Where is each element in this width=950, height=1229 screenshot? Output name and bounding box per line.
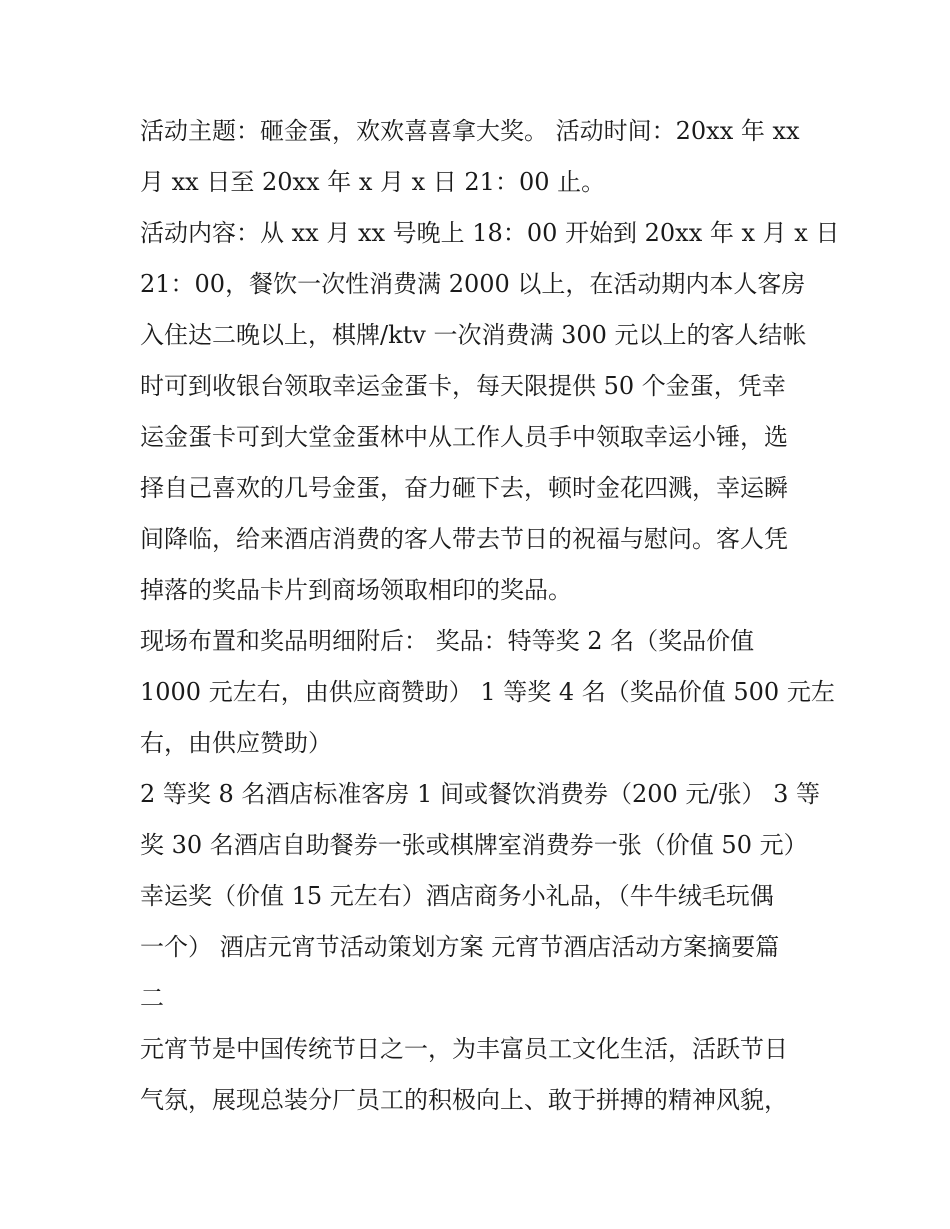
text-line: 活动内容：从 xx 月 xx 号晚上 18：00 开始到 20xx 年 x 月 x 日	[140, 219, 840, 247]
text-line: 一个） 酒店元宵节活动策划方案 元宵节酒店活动方案摘要篇	[140, 933, 780, 961]
text-line: 月 xx 日至 20xx 年 x 月 x 日 21：00 止。	[140, 168, 606, 196]
text-line: 现场布置和奖品明细附后： 奖品：特等奖 2 名（奖品价值	[140, 627, 755, 655]
text-line: 21：00，餐饮一次性消费满 2000 以上，在活动期内本人客房	[140, 270, 806, 298]
text-line: 入住达二晚以上，棋牌/ktv 一次消费满 300 元以上的客人结帐	[140, 321, 807, 349]
text-line: 奖 30 名酒店自助餐券一张或棋牌室消费券一张（价值 50 元）	[140, 831, 808, 859]
text-line: 气氛，展现总装分厂员工的积极向上、敢于拼搏的精神风貌，	[140, 1086, 788, 1114]
text-line: 时可到收银台领取幸运金蛋卡，每天限提供 50 个金蛋，凭幸	[140, 372, 786, 400]
text-line: 择自己喜欢的几号金蛋，奋力砸下去，顿时金花四溅，幸运瞬	[140, 474, 788, 502]
text-line: 右，由供应赞助）	[140, 729, 332, 757]
text-line: 2 等奖 8 名酒店标准客房 1 间或餐饮消费券（200 元/张） 3 等	[140, 780, 821, 808]
text-line: 活动主题：砸金蛋，欢欢喜喜拿大奖。 活动时间：20xx 年 xx	[140, 117, 800, 145]
text-line: 1000 元左右，由供应商赞助） 1 等奖 4 名（奖品价值 500 元左	[140, 678, 835, 706]
text-line: 运金蛋卡可到大堂金蛋林中从工作人员手中领取幸运小锤，选	[140, 423, 788, 451]
text-line: 幸运奖（价值 15 元左右）酒店商务小礼品，（牛牛绒毛玩偶	[140, 882, 774, 910]
text-line: 元宵节是中国传统节日之一，为丰富员工文化生活，活跃节日	[140, 1035, 788, 1063]
text-line: 掉落的奖品卡片到商场领取相印的奖品。	[140, 576, 572, 604]
text-line: 二	[140, 984, 164, 1012]
text-line: 间降临，给来酒店消费的客人带去节日的祝福与慰问。客人凭	[140, 525, 788, 553]
